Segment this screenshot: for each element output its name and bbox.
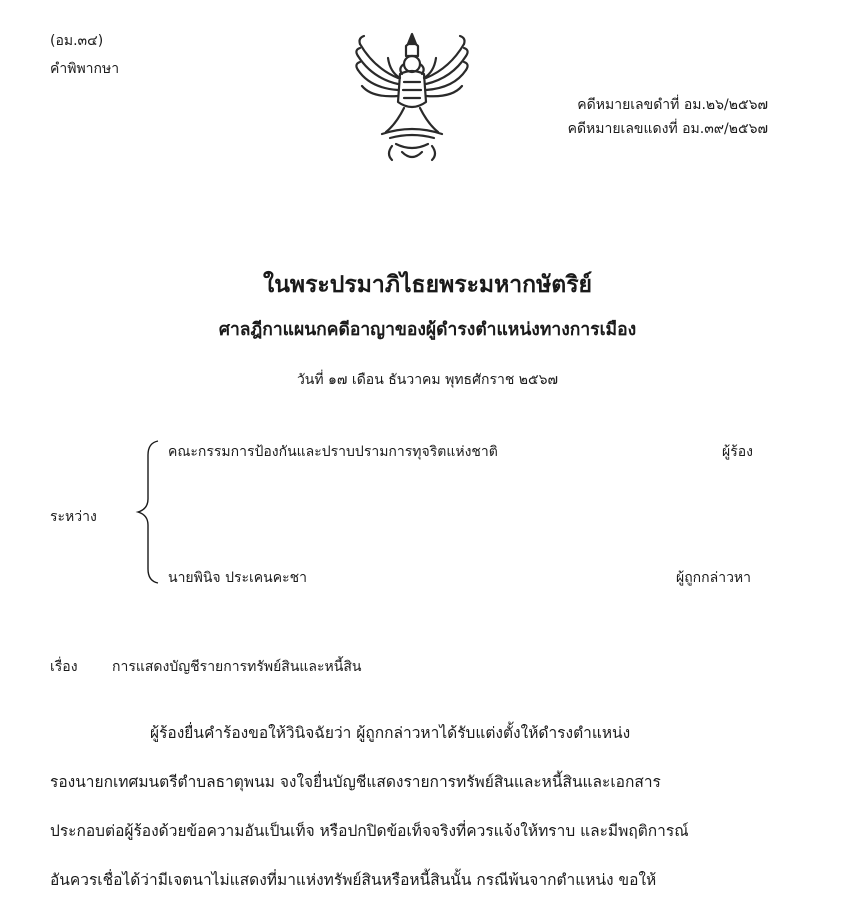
case-number-block xyxy=(520,93,768,141)
garuda-emblem-icon xyxy=(352,28,472,166)
body-line-3: ประกอบต่อผู้ร้องด้วยข้อความอันเป็นเท็จ หรือปกปิดข้อเท็จจริงที่ควรแจ้งให้ทราบ และมีพฤติการณ์ xyxy=(50,822,689,840)
body-line-4: อันควรเชื่อได้ว่ามีเจตนาไม่แสดงที่มาแห่งทรัพย์สินหรือหนี้สินนั้น กรณีพ้นจากตำแหน่ง ขอให้ xyxy=(50,871,657,889)
court-name: ศาลฎีกาแผนกคดีอาญาของผู้ดำรงตำแหน่งทางการเมือง xyxy=(218,320,637,340)
brace-icon xyxy=(132,437,162,587)
form-code: (อม.๓๔) xyxy=(50,33,104,49)
red-case-number: คดีหมายเลขแดงที่ อม.๓๙/๒๕๖๗ xyxy=(567,121,768,137)
plaintiff-role: ผู้ร้อง xyxy=(722,444,753,460)
defendant-role: ผู้ถูกกล่าวหา xyxy=(676,570,752,586)
document-title: ในพระปรมาภิไธยพระมหากษัตริย์ xyxy=(262,272,593,298)
body-line-1: ผู้ร้องยื่นคำร้องขอให้วินิจฉัยว่า ผู้ถูกกล่าวหาได้รับแต่งตั้งให้ดำรงตำแหน่ง xyxy=(150,724,631,742)
subject-text: การแสดงบัญชีรายการทรัพย์สินและหนี้สิน xyxy=(112,659,362,675)
between-label: ระหว่าง xyxy=(50,509,97,525)
document-type: คำพิพากษา xyxy=(50,61,120,77)
judgment-date: วันที่ ๑๗ เดือน ธันวาคม พุทธศักราช ๒๕๖๗ xyxy=(296,372,559,388)
body-line-2: รองนายกเทศมนตรีตำบลธาตุพนม จงใจยื่นบัญชีแสดงรายการทรัพย์สินและหนี้สินและเอกสาร xyxy=(50,773,661,791)
black-case-number: คดีหมายเลขดำที่ อม.๒๖/๒๕๖๗ xyxy=(577,97,768,113)
plaintiff-name: คณะกรรมการป้องกันและปราบปรามการทุจริตแห่งชาติ xyxy=(168,444,498,460)
defendant-name: นายพินิจ ประเคนคะชา xyxy=(168,570,307,586)
subject-label: เรื่อง xyxy=(50,659,78,675)
